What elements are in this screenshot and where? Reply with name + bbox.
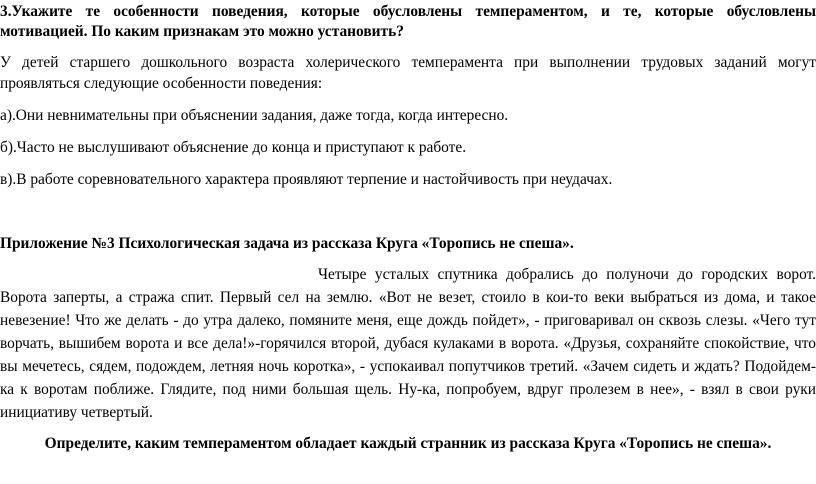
question-intro-line-1: У детей старшего дошкольного возраста холерического темперамента при выполнении трудовых заданий могут bbox=[0, 54, 816, 71]
question-heading-line-1: 3.Укажите те особенности поведения, которые обусловлены темпераментом, и те, которые обусловлены bbox=[0, 3, 816, 20]
story-line-2: Ворота заперты, а стража спит. Первый сел на землю. «Вот не везет, стоило в кои-то веки выбраться из дома, и такое bbox=[0, 289, 816, 306]
story-line-1: Четыре усталых спутника добрались до полуночи до городских ворот. bbox=[318, 266, 816, 283]
story-line-5: вы мечетесь, сядем, подождем, летняя ночь коротка», - успокаивал попутчиков третий. «Зачем сидеть и ждать? Подойдем- bbox=[0, 358, 816, 375]
question-intro-line-2: проявляться следующие особенности поведения: bbox=[0, 75, 323, 92]
appendix-title: Приложение №3 Психологическая задача из рассказа Круга «Торопись не спеша». bbox=[0, 235, 574, 252]
appendix-task: Определите, каким темпераментом обладает каждый странник из рассказа Круга «Торопись не спеша». bbox=[44, 435, 772, 452]
question-heading-line-2: мотивацией. По каким признакам это можно установить? bbox=[0, 23, 404, 40]
story-line-4: ворчать, вышибем ворота и все дела!»-горячился второй, дубася кулаками в ворота. «Друзья, сохраняйте спокойствие, что bbox=[0, 335, 816, 352]
story-line-3: невезение! Что же делать - до утра далеко, помяните меня, еще дождь пойдет», - приговаривал он сквозь слезы. «Чего тут bbox=[0, 312, 816, 329]
answer-option-c: в).В работе соревновательного характера проявляют терпение и настойчивость при неудачах. bbox=[0, 171, 613, 188]
answer-option-b: б).Часто не выслушивают объяснение до конца и приступают к работе. bbox=[0, 139, 467, 156]
story-line-7: инициативу четвертый. bbox=[0, 404, 153, 421]
answer-option-a: а).Они невнимательны при объяснении задания, даже тогда, когда интересно. bbox=[0, 107, 509, 124]
story-line-6: ка к воротам поближе. Глядите, под ними большая щель. Ну-ка, попробуем, вдруг пролезем в нее», - взял в свои руки bbox=[0, 381, 816, 398]
